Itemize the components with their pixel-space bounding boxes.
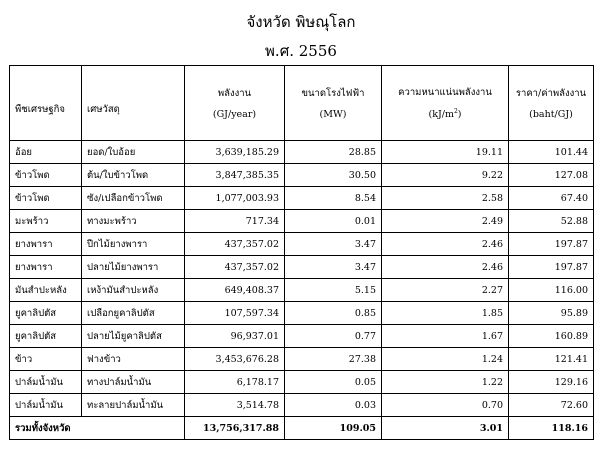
table-body [10, 141, 594, 417]
total-density: 3.01 [382, 417, 509, 440]
header-plant [285, 66, 382, 141]
cell-price: 116.00 [509, 279, 594, 302]
cell-crop: ปาล์มน้ำมัน [10, 394, 82, 417]
cell-material: ปีกไม้ยางพารา [82, 233, 185, 256]
cell-energy: 3,514.78 [185, 394, 285, 417]
cell-price: 52.88 [509, 210, 594, 233]
cell-plant: 0.77 [285, 325, 382, 348]
cell-material: ทางปาล์มน้ำมัน [82, 371, 185, 394]
cell-crop: ยางพารา [10, 256, 82, 279]
header-price [509, 66, 594, 141]
cell-price: 129.16 [509, 371, 594, 394]
cell-crop: มะพร้าว [10, 210, 82, 233]
cell-price: 67.40 [509, 187, 594, 210]
table-row [10, 325, 594, 348]
cell-energy: 437,357.02 [185, 256, 285, 279]
cell-density: 0.70 [382, 394, 509, 417]
cell-price: 95.89 [509, 302, 594, 325]
header-density-label: ความหนาแน่นพลังงาน [398, 87, 492, 99]
cell-density: 2.27 [382, 279, 509, 302]
total-row [10, 417, 594, 440]
cell-crop: อ้อย [10, 141, 82, 164]
header-price-label: ราคา/ค่าพลังงาน [515, 88, 587, 99]
cell-crop: ข้าวโพด [10, 187, 82, 210]
total-label: รวมทั้งจังหวัด [10, 417, 185, 440]
cell-density: 1.24 [382, 348, 509, 371]
cell-crop: มันสำปะหลัง [10, 279, 82, 302]
cell-energy: 3,453,676.28 [185, 348, 285, 371]
cell-crop: ยูคาลิปตัส [10, 302, 82, 325]
cell-energy: 1,077,003.93 [185, 187, 285, 210]
cell-price: 101.44 [509, 141, 594, 164]
cell-plant: 3.47 [285, 233, 382, 256]
cell-material: ฟางข้าว [82, 348, 185, 371]
table-row [10, 210, 594, 233]
cell-material: ทางมะพร้าว [82, 210, 185, 233]
cell-price: 197.87 [509, 233, 594, 256]
cell-density: 1.85 [382, 302, 509, 325]
cell-plant: 30.50 [285, 164, 382, 187]
cell-density: 2.46 [382, 256, 509, 279]
header-energy [185, 66, 285, 141]
cell-density: 2.58 [382, 187, 509, 210]
year-subtitle: พ.ศ. 2556 [265, 42, 337, 60]
cell-energy: 437,357.02 [185, 233, 285, 256]
table-row [10, 233, 594, 256]
cell-price: 197.87 [509, 256, 594, 279]
province-title: จังหวัด พิษณุโลก [246, 13, 356, 31]
cell-crop: ปาล์มน้ำมัน [10, 371, 82, 394]
cell-price: 121.41 [509, 348, 594, 371]
cell-density: 2.49 [382, 210, 509, 233]
header-crop: พืชเศรษฐกิจ [10, 66, 82, 141]
cell-plant: 3.47 [285, 256, 382, 279]
cell-material: เปลือกยูคาลิปตัส [82, 302, 185, 325]
cell-energy: 3,847,385.35 [185, 164, 285, 187]
cell-energy: 649,408.37 [185, 279, 285, 302]
cell-plant: 0.85 [285, 302, 382, 325]
header-price-unit: (baht/GJ) [529, 109, 573, 120]
table-row [10, 348, 594, 371]
cell-energy: 107,597.34 [185, 302, 285, 325]
cell-density: 9.22 [382, 164, 509, 187]
cell-density: 1.67 [382, 325, 509, 348]
table-row [10, 302, 594, 325]
header-plant-unit: (MW) [319, 109, 347, 120]
header-material: เศษวัสดุ [82, 66, 185, 141]
total-plant: 109.05 [285, 417, 382, 440]
table-row [10, 279, 594, 302]
cell-material: ทะลายปาล์มน้ำมัน [82, 394, 185, 417]
cell-price: 127.08 [509, 164, 594, 187]
cell-material: ซัง/เปลือกข้าวโพด [82, 187, 185, 210]
cell-material: ต้น/ใบข้าวโพด [82, 164, 185, 187]
header-energy-label: พลังงาน [217, 88, 252, 99]
cell-crop: ยูคาลิปตัส [10, 325, 82, 348]
cell-energy: 3,639,185.29 [185, 141, 285, 164]
table-row [10, 256, 594, 279]
header-density [382, 66, 509, 141]
cell-plant: 0.03 [285, 394, 382, 417]
cell-density: 2.46 [382, 233, 509, 256]
cell-density: 1.22 [382, 371, 509, 394]
cell-material: ปลายไม้ยูคาลิปตัส [82, 325, 185, 348]
header-row [10, 66, 594, 141]
cell-material: ยอด/ใบอ้อย [82, 141, 185, 164]
cell-plant: 0.05 [285, 371, 382, 394]
cell-crop: ยางพารา [10, 233, 82, 256]
header-plant-label: ขนาดโรงไฟฟ้า [301, 88, 365, 99]
cell-material: เหง้ามันสำปะหลัง [82, 279, 185, 302]
header-energy-unit: (GJ/year) [212, 109, 257, 120]
cell-energy: 6,178.17 [185, 371, 285, 394]
biomass-energy-table [9, 65, 594, 440]
total-price: 118.16 [509, 417, 594, 440]
cell-plant: 27.38 [285, 348, 382, 371]
cell-plant: 8.54 [285, 187, 382, 210]
cell-plant: 5.15 [285, 279, 382, 302]
cell-energy: 96,937.01 [185, 325, 285, 348]
cell-crop: ข้าวโพด [10, 164, 82, 187]
table-row [10, 141, 594, 164]
cell-plant: 0.01 [285, 210, 382, 233]
cell-crop: ข้าว [10, 348, 82, 371]
table-row [10, 394, 594, 417]
cell-plant: 28.85 [285, 141, 382, 164]
cell-price: 160.89 [509, 325, 594, 348]
table-row [10, 187, 594, 210]
cell-price: 72.60 [509, 394, 594, 417]
cell-density: 19.11 [382, 141, 509, 164]
table-row [10, 371, 594, 394]
table-row [10, 164, 594, 187]
total-energy: 13,756,317.88 [185, 417, 285, 440]
cell-energy: 717.34 [185, 210, 285, 233]
cell-material: ปลายไม้ยางพารา [82, 256, 185, 279]
header-density-unit: $(kJ/m^2)$ [428, 108, 462, 121]
